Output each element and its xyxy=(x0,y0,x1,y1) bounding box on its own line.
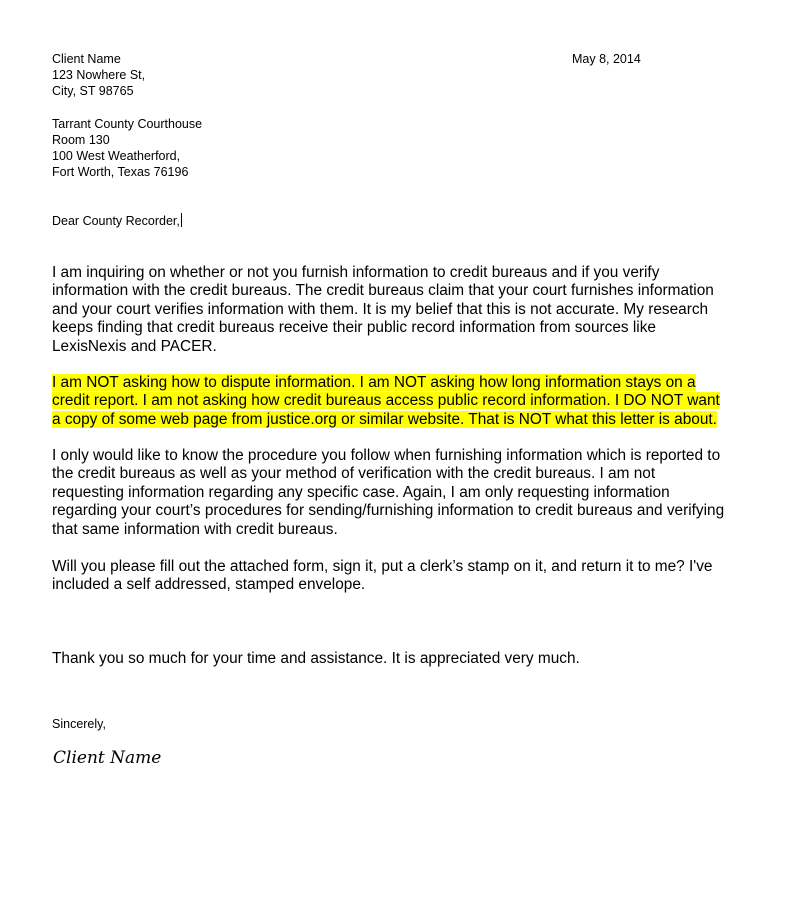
paragraph-line: included a self addressed, stamped envelope. xyxy=(52,576,366,594)
paragraph-line: that same information with credit bureaus. xyxy=(52,520,338,538)
paragraph-line: information with the credit bureaus. The credit bureaus claim that your court furnishes information xyxy=(52,282,714,300)
sender-address xyxy=(52,51,145,99)
paragraph-5 xyxy=(52,650,756,668)
paragraph-line: keeps finding that credit bureaus receive their public record information from sources like xyxy=(52,319,656,337)
recipient-address xyxy=(52,116,202,180)
paragraph-2-highlighted xyxy=(52,374,756,429)
closing: Sincerely, xyxy=(52,717,106,731)
paragraph-line: the credit bureaus as well as your method of verification with the credit bureaus. I am not xyxy=(52,465,656,483)
salutation: Dear County Recorder, xyxy=(52,214,180,228)
paragraph-line: and your court verifies information with them. It is my belief that this is not accurate. My research xyxy=(52,300,709,318)
paragraph-line: regarding your court’s procedures for sending/furnishing information to credit bureaus and verifying xyxy=(52,502,725,520)
letter-date: May 8, 2014 xyxy=(572,52,641,66)
highlighted-line: I am NOT asking how to dispute information. I am NOT asking how long information stays on a xyxy=(52,374,696,391)
paragraph-line: requesting information regarding any specific case. Again, I am only requesting information xyxy=(52,483,670,501)
signature: Client Name xyxy=(53,748,162,768)
salutation-line[interactable] xyxy=(52,213,182,229)
highlighted-line: a copy of some web page from justice.org or similar website. That is NOT what this letter is about. xyxy=(52,410,717,428)
paragraph-line: Thank you so much for your time and assistance. It is appreciated very much. xyxy=(52,650,580,667)
sender-street: 123 Nowhere St, xyxy=(52,68,146,82)
recipient-line-1: Tarrant County Courthouse xyxy=(52,117,203,131)
recipient-line-2: Room 130 xyxy=(52,133,110,147)
paragraph-3 xyxy=(52,447,756,539)
sender-city: City, ST 98765 xyxy=(52,84,134,98)
recipient-line-3: 100 West Weatherford, xyxy=(52,149,181,163)
paragraph-line: I am inquiring on whether or not you furnish information to credit bureaus and if you verify xyxy=(52,264,660,281)
recipient-line-4: Fort Worth, Texas 76196 xyxy=(52,165,189,179)
text-cursor xyxy=(181,213,182,227)
paragraph-line: Will you please fill out the attached form, sign it, put a clerk’s stamp on it, and return it to me? I've xyxy=(52,558,713,575)
sender-name: Client Name xyxy=(52,52,121,66)
highlighted-line: credit report. I am not asking how credit bureaus access public record information. I DO NOT want xyxy=(52,392,720,410)
paragraph-1 xyxy=(52,264,756,356)
paragraph-line: LexisNexis and PACER. xyxy=(52,337,217,355)
paragraph-line: I only would like to know the procedure you follow when furnishing information which is reported to xyxy=(52,447,721,464)
paragraph-4 xyxy=(52,558,756,595)
